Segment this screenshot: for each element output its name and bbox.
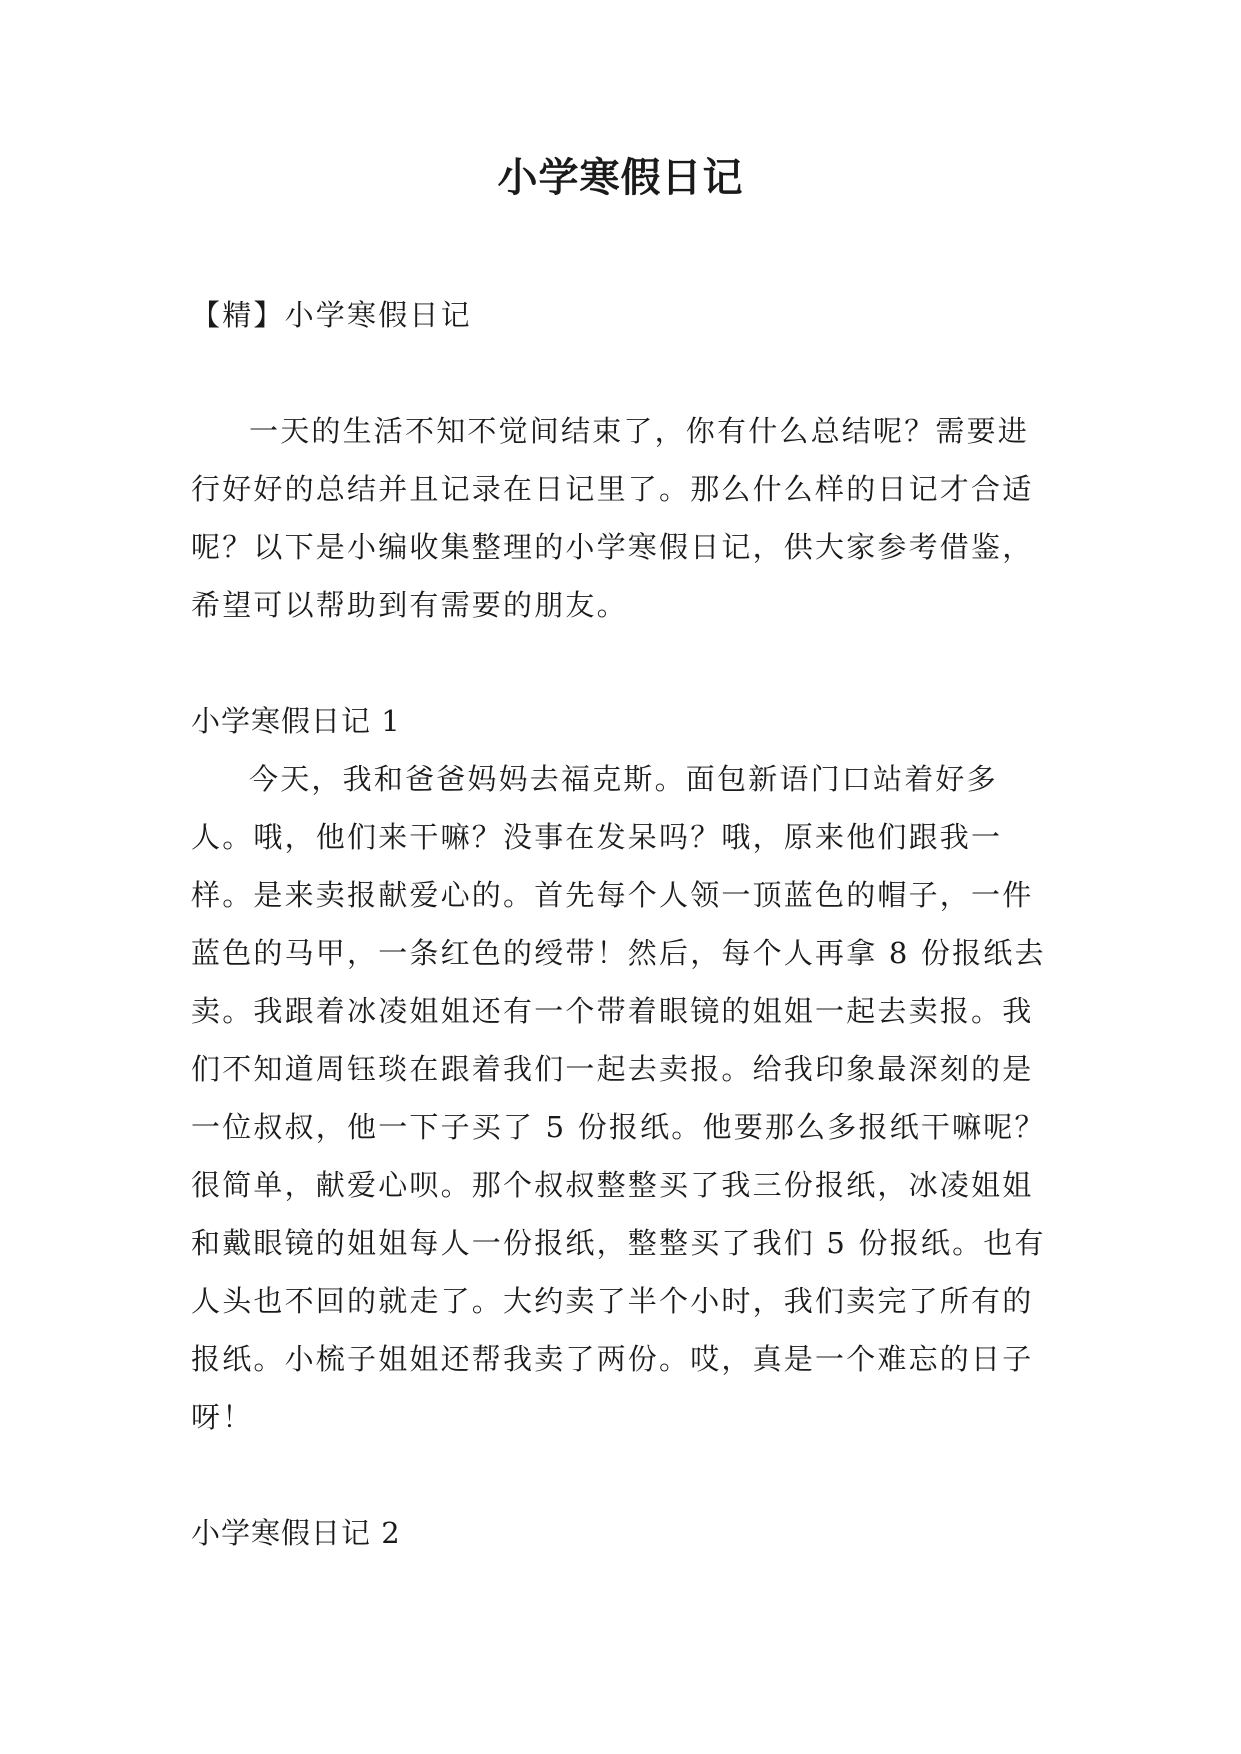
intro-paragraph: 一天的生活不知不觉间结束了，你有什么总结呢？需要进行好好的总结并且记录在日记里了。那么什么样的日记才合适呢？以下是小编收集整理的小学寒假日记，供大家参考借鉴，希望可以帮助到有需要的朋友。	[191, 414, 1034, 622]
document-subtitle: 【精】小学寒假日记	[191, 298, 472, 332]
document-title: 小学寒假日记	[497, 154, 744, 201]
section-body-1: 今天，我和爸爸妈妈去福克斯。面包新语门口站着好多人。哦，他们来干嘛？没事在发呆吗？哦，原来他们跟我一样。是来卖报献爱心的。首先每个人领一顶蓝色的帽子，一件蓝色的马甲，一条红色的绶带！然后，每个人再拿 8 份报纸去卖。我跟着冰凌姐姐还有一个带着眼镜的姐姐一起去卖报。我们不知道周钰琰在跟着我们一起去卖报。给我印象最深刻的是一位叔叔，他一下子买了 5 份报纸。他要那么多报纸干嘛呢？很简单，献爱心呗。那个叔叔整整买了我三份报纸，冰凌姐姐和戴眼镜的姐姐每人一份报纸，整整买了我们 5 份报纸。也有人头也不回的就走了。大约卖了半个小时，我们卖完了所有的报纸。小梳子姐姐还帮我卖了两份。哎，真是一个难忘的日子呀！	[191, 762, 1046, 1434]
section-heading-2: 小学寒假日记 2	[191, 1516, 401, 1550]
section-heading-1: 小学寒假日记 1	[191, 704, 401, 738]
